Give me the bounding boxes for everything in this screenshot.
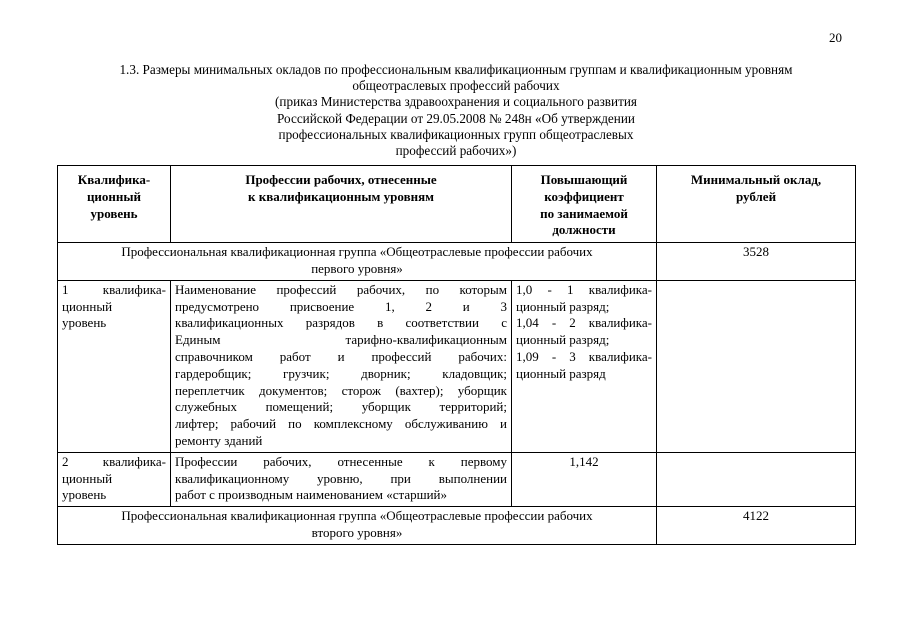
- page-number: 20: [829, 30, 842, 45]
- professions-cell: Профессии рабочих, отнесенные к первому квалификационному уровню, при выполнении работ с производным наименованием «старший»: [171, 452, 512, 506]
- heading-line: Российской Федерации от 29.05.2008 № 248н «Об утверждении: [277, 110, 635, 126]
- professions-cell: Наименование профессий рабочих, по которым предусмотрено присвоение 1, 2 и 3 квалификационных разрядов в соответствии с Единым тарифно-квалификационным справочником работ и профессий рабочих: гардеробщик; грузчик; дворник; кладовщик; переплетчик документов; сторож (вахтер); уборщик служебных помещений; уборщик территорий; лифтер; рабочий по комплексному обслуживанию и ремонту зданий: [171, 280, 512, 452]
- heading-line: профессий рабочих»): [395, 143, 517, 159]
- header-coefficient: Повышающий коэффициент по занимаемой должности: [512, 166, 657, 243]
- group-title: Профессиональная квалификационная группа «Общеотраслевые профессии рабочих первого уровня»: [58, 243, 657, 281]
- heading-line: 1.3. Размеры минимальных окладов по профессиональным квалификационным группам и квалификационным уровням: [119, 62, 793, 77]
- salary-table: [57, 165, 856, 545]
- heading-line: общеотраслевых профессий рабочих: [352, 78, 560, 94]
- heading-line: профессиональных квалификационных групп общеотраслевых: [278, 126, 634, 142]
- level-cell: 2 квалифика- ционный уровень: [58, 452, 171, 506]
- coefficient-cell: 1,0 - 1 квалифика- ционный разряд; 1,04 - 2 квалифика- ционный разряд; 1,09 - 3 квалифика- ционный разряд: [512, 280, 657, 452]
- salary-cell: [657, 280, 856, 452]
- section-heading: [57, 62, 855, 159]
- header-level: Квалифика- ционный уровень: [58, 166, 171, 243]
- group-salary: 3528: [657, 243, 856, 281]
- salary-cell: [657, 452, 856, 506]
- header-salary: Минимальный оклад, рублей: [657, 166, 856, 243]
- header-professions: Профессии рабочих, отнесенные к квалификационным уровням: [171, 166, 512, 243]
- group-row-second-level: [58, 507, 856, 545]
- heading-line: (приказ Министерства здравоохранения и социального развития: [275, 94, 637, 110]
- group-salary: 4122: [657, 507, 856, 545]
- level-cell: 1 квалифика- ционный уровень: [58, 280, 171, 452]
- group-title: Профессиональная квалификационная группа «Общеотраслевые профессии рабочих второго уровня»: [58, 507, 657, 545]
- group-row-first-level: [58, 243, 856, 281]
- table-row: [58, 280, 856, 452]
- table-row: [58, 452, 856, 506]
- coefficient-cell: 1,142: [512, 452, 657, 506]
- table-header-row: [58, 166, 856, 243]
